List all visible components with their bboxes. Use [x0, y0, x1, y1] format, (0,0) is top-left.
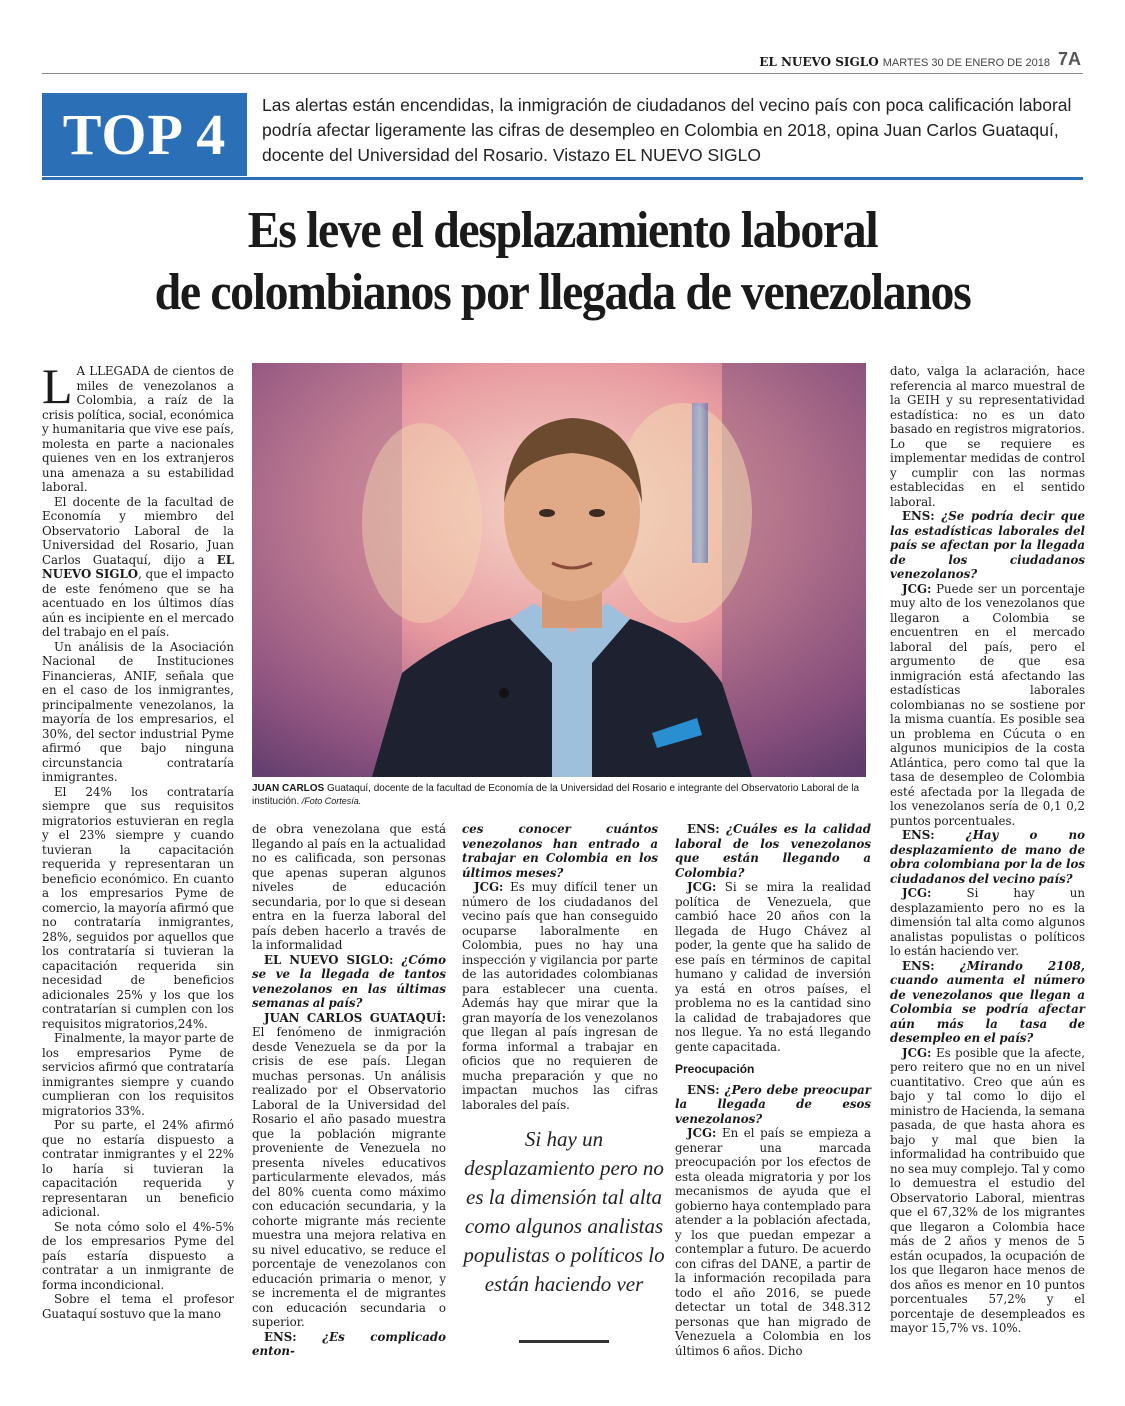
interview-question: ENS: ¿Cuáles es la calidad laboral de los venezolanos que están llegando a Colombia? [675, 822, 871, 880]
interview-question: ENS: ¿Pero debe preocupar la llegada de esos venezolanos? [675, 1082, 871, 1126]
interview-question: ENS: ¿Es complicado enton- [252, 1329, 446, 1358]
article-column-3 [462, 822, 658, 1112]
paragraph: Se nota cómo solo el 4%-5% de los empresarios Pyme del país estaría dispuesto a contratar a un inmigrante de forma incondicional. [42, 1219, 234, 1292]
interview-question: EL NUEVO SIGLO: ¿Cómo se ve la llegada de tantos venezolanos en las últimas semanas al país? [252, 952, 446, 1010]
paragraph: Sobre el tema el profesor Guataquí sostuvo que la mano [42, 1292, 234, 1321]
interview-answer: JCG: Es posible que la afecte, pero reitero que no en un nivel cuantitativo. Creo que aún es bajo y tal como lo dijo el ministro de Hacienda, la semana pasada, de que hasta ahora es bajo y mal que bien la informalidad ha contribuido que no sea muy complejo. Tal y como lo demuestra el estudio del Observatorio Laboral, mientras que el 67,32% de los migrantes que llegaron a Colombia hace más de 2 años y menos de 5 están ocupados, la ocupación de los que llegaron hace menos de dos años es menor en 10 puntos porcentuales 57,2% y el porcentaje de desempleados es mayor 15,7% vs. 10%. [890, 1045, 1085, 1335]
lead-paragraph: L A LLEGADA de cientos de miles de venezolanos a Colombia, a raíz de la crisis política, social, económica y humanitaria que vive ese país, molesta en parte a nacionales quienes ven en los extranjeros una amenaza a su estabilidad laboral. [42, 358, 234, 494]
paragraph: de obra venezolana que está llegando al país en la actualidad no es calificada, son personas que apenas superan algunos niveles de educación secundaria, por lo que si desean entra en la fuerza laboral del país deben hacerlo a través de la informalidad [252, 822, 446, 952]
interview-question: ENS: ¿Hay o no desplazamiento de mano de obra colombiana por la de los ciudadanos del vecino país? [890, 828, 1085, 886]
article-column-2 [252, 822, 446, 1358]
paragraph: dato, valga la aclaración, hace referencia al marco muestral de la GEIH y su representatividad estadística: no es un dato basado en registros migratorios. Lo que se requiere es implementar medidas de control y cumplir con las normas establecidas en el sentido laboral. [890, 364, 1085, 509]
subhead: Preocupación [675, 1062, 755, 1076]
interview-answer: JCG: Puede ser un porcentaje muy alto de los venezolanos que llegaron a Colombia se encuentren en el mercado laboral del país, pero el argumento de que esa inmigración está afectando las estadísticas laborales colombianas no se sostiene por la misma cuantía. Es posible sea un problema en Cúcuta o en algunos municipios de la costa Atlántica, pero como tal que la tasa de desempleo de Colombia esté afectada por la llegada de los venezolanos sería de 0,1 0,2 puntos porcentuales. [890, 581, 1085, 828]
interview-question: ENS: ¿Mirando 2108, cuando aumenta el número de venezolanos que llegan a Colombia se podría afectar aún más la tasa de desempleo en el país? [890, 958, 1085, 1045]
paragraph: Por su parte, el 24% afirmó que no estaría dispuesto a contratar inmigrantes y el 22% lo haría si tuvieran la capacitación requerida y representaran un beneficio adicional. [42, 1118, 234, 1219]
paragraph: El docente de la facultad de Economía y miembro del Observatorio Laboral de la Universidad del Rosario, Juan Carlos Guataquí, dijo a EL NUEVO SIGLO, que el impacto de este fenómeno que se ha acentuado en los últimos días aún es incipiente en el mercado del trabajo en el país. [42, 494, 234, 639]
interview-answer: JCG: Si hay un desplazamiento pero no es la dimensión tal alta como algunos analistas populistas o políticos lo están haciendo ver. [890, 886, 1085, 958]
page-number: 7A [1057, 49, 1081, 69]
photo-credit: /Foto Cortesía. [299, 796, 362, 806]
paragraph: El 24% los contrataría siempre que sus requisitos migratorios estuvieran en regla y el 23% siempre y cuando tuvieran la capacitación requerida y representaran un beneficio económico. En cuanto a los empresarios Pyme de comercio, la mayoría afirmó que no contrataría inmigrantes, 28%, seguidos por aquellos que los contrataría si tuvieran la capacitación requerida sin necesidad de beneficios adicionales 25% y los que los contratarían si cumplen con los requisitos migratorios,24%. [42, 784, 234, 1031]
paper-name: EL NUEVO SIGLO [759, 55, 879, 69]
header-divider [42, 73, 1083, 74]
article-column-5 [890, 364, 1085, 1349]
section-tag-box [42, 93, 247, 176]
article-photo [252, 363, 866, 777]
interview-question: ces conocer cuántos venezolanos han entrado a trabajar en Colombia en los últimos meses? [462, 822, 658, 880]
interview-answer: JCG: En el país se empieza a generar una marcada preocupación por los efectos de esta oleada migratoria y por los mecanismos de ayuda que el gobierno haya contemplado para atender a la población afectada, y los que puedan empezar a contemplar a futuro. De acuerdo con cifras del DANE, a partir de la información recopilada para todo el año 2016, se puede detectar un total de 348.312 personas que han migrado de Venezuela a Colombia en los últimos 6 años. Dicho [675, 1126, 871, 1358]
pull-quote-rule [519, 1340, 609, 1343]
interview-answer: JUAN CARLOS GUATAQUÍ: El fenómeno de inmigración desde Venezuela se da por la crisis de ese país. Llegan muchas personas. Un análisis realizado por el Observatorio Laboral de la Universidad del Rosario el año pasado muestra que la población migrante proveniente de Venezuela no presenta niveles educativos particularmente elevados, más del 80% cuenta como máximo con educación secundaria, y la cohorte migrante más reciente muestra una mejora relativa en su nivel educativo, se reduce el porcentaje de venezolanos con educación primaria o menor, y se incrementa el de migrantes con educación secundaria o superior. [252, 1010, 446, 1329]
interview-question: ENS: ¿Se podría decir que las estadísticas laborales del país se afectan por la llegada de los ciudadanos venezolanos? [890, 509, 1085, 581]
section-divider [42, 177, 1083, 180]
article-column-4 [675, 822, 871, 1358]
paragraph: Finalmente, la mayor parte de los empresarios Pyme de servicios afirmó que contrataría inmigrantes siempre y cuando cumplieran con los requisitos migratorios 33%. [42, 1031, 234, 1118]
headline-line-2: de colombianos por llegada de venezolanos [154, 264, 971, 321]
masthead [759, 55, 1050, 69]
headline-line-1: Es leve el desplazamiento laboral [247, 202, 878, 259]
article-column-1 [42, 358, 234, 1349]
section-tag: TOP 4 [62, 102, 227, 167]
interview-answer: JCG: Si se mira la realidad política de Venezuela, que cambió hace 20 años con la llegada de Hugo Chávez al poder, la gente que ha salido de ese país en términos de capital humano y calidad de inversión ya está en otros países, el problema no es la cantidad sino la calidad de trabajadores que nos llegue. Ya no está llegando gente capacitada. [675, 880, 871, 1054]
photo-caption: JUAN CARLOS Guataquí, docente de la facultad de Economía de la Universidad del Rosario e integrante del Observatorio Laboral de la institución. /Foto Cortesía. [252, 783, 860, 807]
intro-deck: Las alertas están encendidas, la inmigración de ciudadanos del vecino país con poca calificación laboral podría afectar ligeramente las cifras de desempleo en Colombia en 2018, opina Juan Carlos Guataquí, docente del Universidad del Rosario. Vistazo EL NUEVO SIGLO [262, 95, 1072, 165]
interview-answer: JCG: Es muy difícil tener un número de los ciudadanos del vecino país que han conseguido ocuparse laboralmente en Colombia, pues no hay una inspección y vigilancia por parte de las autoridades colombianas para establecer una cuenta. Además hay que mirar que la gran mayoría de los venezolanos que llegan al país ingresan de forma informal a trabajar en oficios que no requieren de mucha preparación y que no impactan muchos las cifras laborales del país. [462, 880, 658, 1112]
headline [84, 200, 1042, 324]
pull-quote: Si hay un desplazamiento pero no es la dimensión tal alta como algunos analistas populistas o políticos lo están haciendo ver [463, 1127, 665, 1296]
paragraph: Un análisis de la Asociación Nacional de Instituciones Financieras, ANIF, señala que en el caso de los inmigrantes, principalmente venezolanos, la mayoría de los empresarios, el 30%, del sector industrial Pyme afirmó que bajo ninguna circunstancia contrataría inmigrantes. [42, 639, 234, 784]
portrait-image [252, 363, 866, 777]
drop-cap: L [42, 358, 73, 414]
issue-date: MARTES 30 DE ENERO DE 2018 [882, 57, 1050, 69]
